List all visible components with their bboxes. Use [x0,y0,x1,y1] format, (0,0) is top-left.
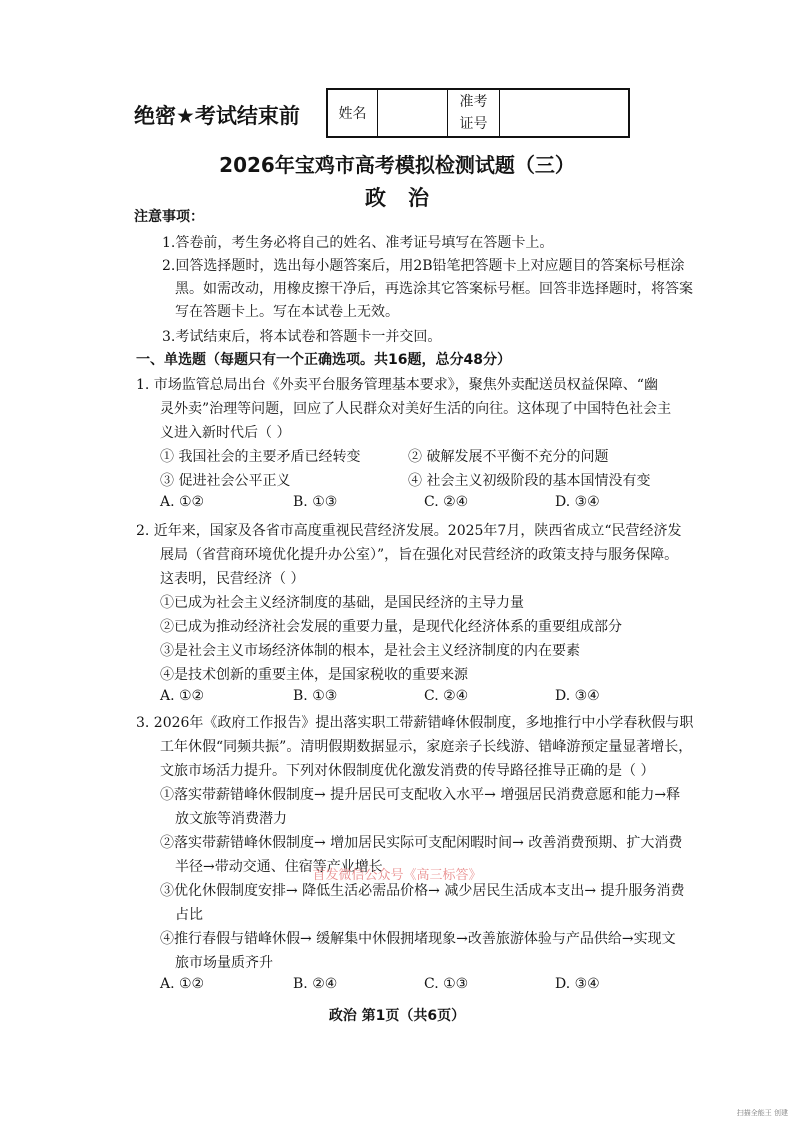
question-3-choice-b: B. ②④ [293,976,338,992]
question-1-choice-c: C. ②④ [424,494,469,510]
notice-item: 1.答卷前，考生务必将自己的姓名、准考证号填写在答题卡上。 [162,235,554,251]
question-2-choice-b: B. ①③ [293,688,338,704]
question-3-stem: 3. 2026年《政府工作报告》提出落实职工带薪错峰休假制度，多地推行中小学春秋假与职 [136,715,694,731]
subject-title: 政治 [365,186,451,210]
question-2-choice-a: A. ①② [160,688,205,704]
question-3-statement: ②落实带薪错峰休假制度→ 增加居民实际可支配闲暇时间→ 改善消费预期、扩大消费 [160,835,683,851]
question-2-stem: 2. 近年来，国家及各省市高度重视民营经济发展。2025年7月，陕西省成立“民营经济发 [136,523,682,539]
question-3-statement: 半径→带动交通、住宿等产业增长 [175,859,383,875]
notice-item: 2.回答选择题时，选出每小题答案后，用2B铅笔把答题卡上对应题目的答案标号框涂 [162,258,685,274]
question-2-statement: ②已成为推动经济社会发展的重要力量，是现代化经济体系的重要组成部分 [160,619,622,635]
page-footer: 政治 第1页（共6页） [328,1008,466,1024]
watermark: 首发微信公众号《高三标答》 [312,868,482,883]
notice-heading: 注意事项： [134,209,204,225]
notice-item: 3.考试结束后，将本试卷和答题卡一并交回。 [162,329,442,345]
question-2-statement: ①已成为社会主义经济制度的基础，是国民经济的主导力量 [160,595,524,611]
question-2-statement: ④是技术创新的重要主体，是国家税收的重要来源 [160,667,468,683]
question-3-stem: 文旅市场活力提升。下列对休假制度优化激发消费的传导路径推导正确的是（ ） [160,763,655,779]
question-3-statement: 放文旅等消费潜力 [175,811,287,827]
confidential-label: 绝密★考试结束前 [134,104,300,128]
question-2-choice-c: C. ②④ [424,688,469,704]
question-1-statement: ② 破解发展不平衡不充分的问题 [408,449,609,465]
question-1-statement: ④ 社会主义初级阶段的基本国情没有变 [408,473,651,489]
ticket-number-label: 准考 证号 [448,90,500,136]
name-field [378,90,448,136]
question-3-statement: ①落实带薪错峰休假制度→ 提升居民可支配收入水平→ 增强居民消费意愿和能力→释 [160,787,681,803]
question-3-choice-c: C. ①③ [424,976,469,992]
section-heading: 一、单选题（每题只有一个正确选项。共16题，总分48分） [136,352,511,368]
question-2-statement: ③是社会主义市场经济体制的根本，是社会主义经济制度的内在要素 [160,643,580,659]
question-1-stem: 灵外卖”治理等问题，回应了人民群众对美好生活的向往。这体现了中国特色社会主 [160,401,672,417]
name-label: 姓名 [328,90,378,136]
candidate-info-table [326,88,630,138]
question-3-statement: ④推行春假与错峰休假→ 缓解集中休假拥堵现象→改善旅游体验与产品供给→实现文 [160,931,676,947]
question-3-statement: 旅市场量质齐升 [175,955,273,971]
question-3-choice-d: D. ③④ [555,976,600,992]
exam-title: 2026年宝鸡市高考模拟检测试题（三） [219,153,575,177]
question-1-statement: ① 我国社会的主要矛盾已经转变 [160,449,361,465]
question-1-choice-a: A. ①② [160,494,205,510]
question-3-statement: 占比 [175,907,203,923]
question-1-choice-b: B. ①③ [293,494,338,510]
ticket-number-field [500,90,628,136]
question-1-stem: 义进入新时代后（ ） [160,425,291,441]
question-1-choice-d: D. ③④ [555,494,600,510]
scanner-watermark: 扫描全能王 创建 [736,1109,788,1117]
question-2-choice-d: D. ③④ [555,688,600,704]
question-1-statement: ③ 促进社会公平正义 [160,473,291,489]
question-3-statement: ③优化休假制度安排→ 降低生活必需品价格→ 减少居民生活成本支出→ 提升服务消费 [160,883,685,899]
notice-item: 写在答题卡上。写在本试卷上无效。 [175,304,399,320]
question-1-stem: 1. 市场监管总局出台《外卖平台服务管理基本要求》，聚焦外卖配送员权益保障、“幽 [136,377,658,393]
notice-item: 黑。如需改动，用橡皮擦干净后，再选涂其它答案标号框。回答非选择题时，将答案 [175,281,693,297]
question-2-stem: 这表明，民营经济（ ） [160,571,305,587]
question-3-choice-a: A. ①② [160,976,205,992]
question-2-stem: 展局（省营商环境优化提升办公室）”，旨在强化对民营经济的政策支持与服务保障。 [160,547,679,563]
question-3-stem: 工年休假“同频共振”。清明假期数据显示，家庭亲子长线游、错峰游预定量显著增长， [160,739,693,755]
